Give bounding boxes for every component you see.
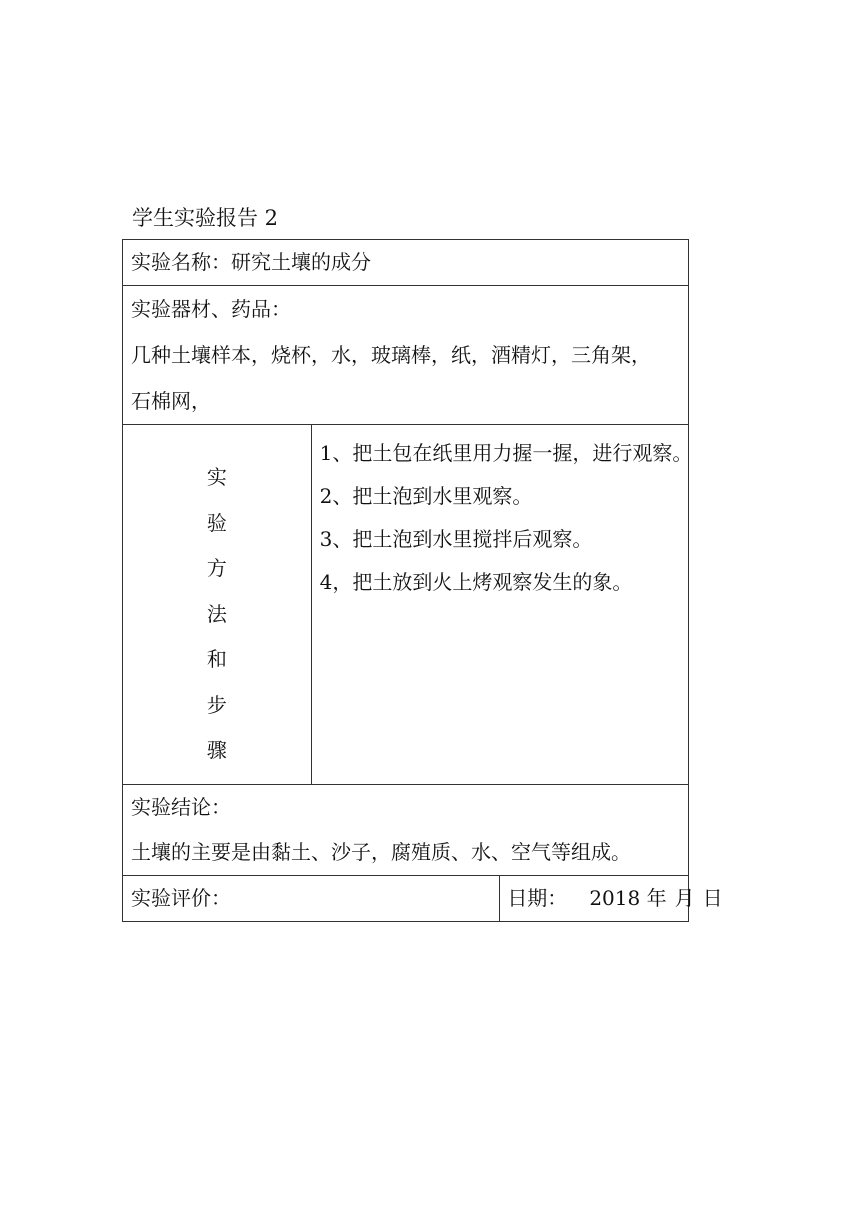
evaluation-row — [123, 876, 689, 922]
experiment-name: 实验名称：研究土壤的成分 — [131, 250, 371, 274]
materials-line: 石棉网， — [131, 389, 211, 413]
materials-label: 实验器材、药品： — [131, 297, 291, 321]
experiment-name-cell — [123, 240, 689, 286]
evaluation-cell — [123, 876, 500, 922]
side-label-char: 验 — [206, 510, 227, 535]
method-row — [123, 425, 689, 785]
date-cell — [500, 876, 723, 922]
conclusion-text: 土壤的主要是由黏土、沙子，腐殖质、水、空气等组成。 — [131, 840, 631, 864]
conclusion-cell — [123, 785, 689, 876]
side-label-char: 法 — [206, 601, 227, 626]
materials-row — [123, 286, 689, 425]
materials-line: 几种土壤样本，烧杯，水，玻璃棒，纸，酒精灯，三角架， — [131, 343, 651, 367]
method-step: 4，把土放到火上烤观察发生的象。 — [319, 570, 633, 594]
conclusion-label: 实验结论： — [131, 795, 231, 819]
date-day: 日 — [702, 886, 723, 910]
report-table — [122, 239, 723, 922]
method-step: 1、把土包在纸里用力握一握，进行观察。 — [319, 441, 693, 465]
side-label-char: 步 — [206, 692, 227, 717]
side-label-char: 方 — [206, 556, 227, 580]
side-label-char: 实 — [206, 465, 227, 489]
date-year: 2018 年 — [589, 886, 667, 910]
date-label: 日期： — [507, 886, 568, 910]
method-steps-cell — [311, 425, 693, 785]
side-label-char: 骤 — [206, 738, 227, 762]
report-title: 学生实验报告 2 — [132, 206, 279, 230]
date-month: 月 — [674, 886, 695, 910]
experiment-name-row — [123, 240, 689, 286]
evaluation-label: 实验评价： — [131, 886, 231, 910]
method-side-label — [123, 425, 312, 785]
conclusion-row — [123, 785, 689, 876]
method-step: 3、把土泡到水里搅拌后观察。 — [319, 527, 593, 551]
side-label-char: 和 — [206, 647, 227, 671]
materials-cell — [123, 286, 689, 425]
method-step: 2、把土泡到水里观察。 — [319, 484, 533, 508]
